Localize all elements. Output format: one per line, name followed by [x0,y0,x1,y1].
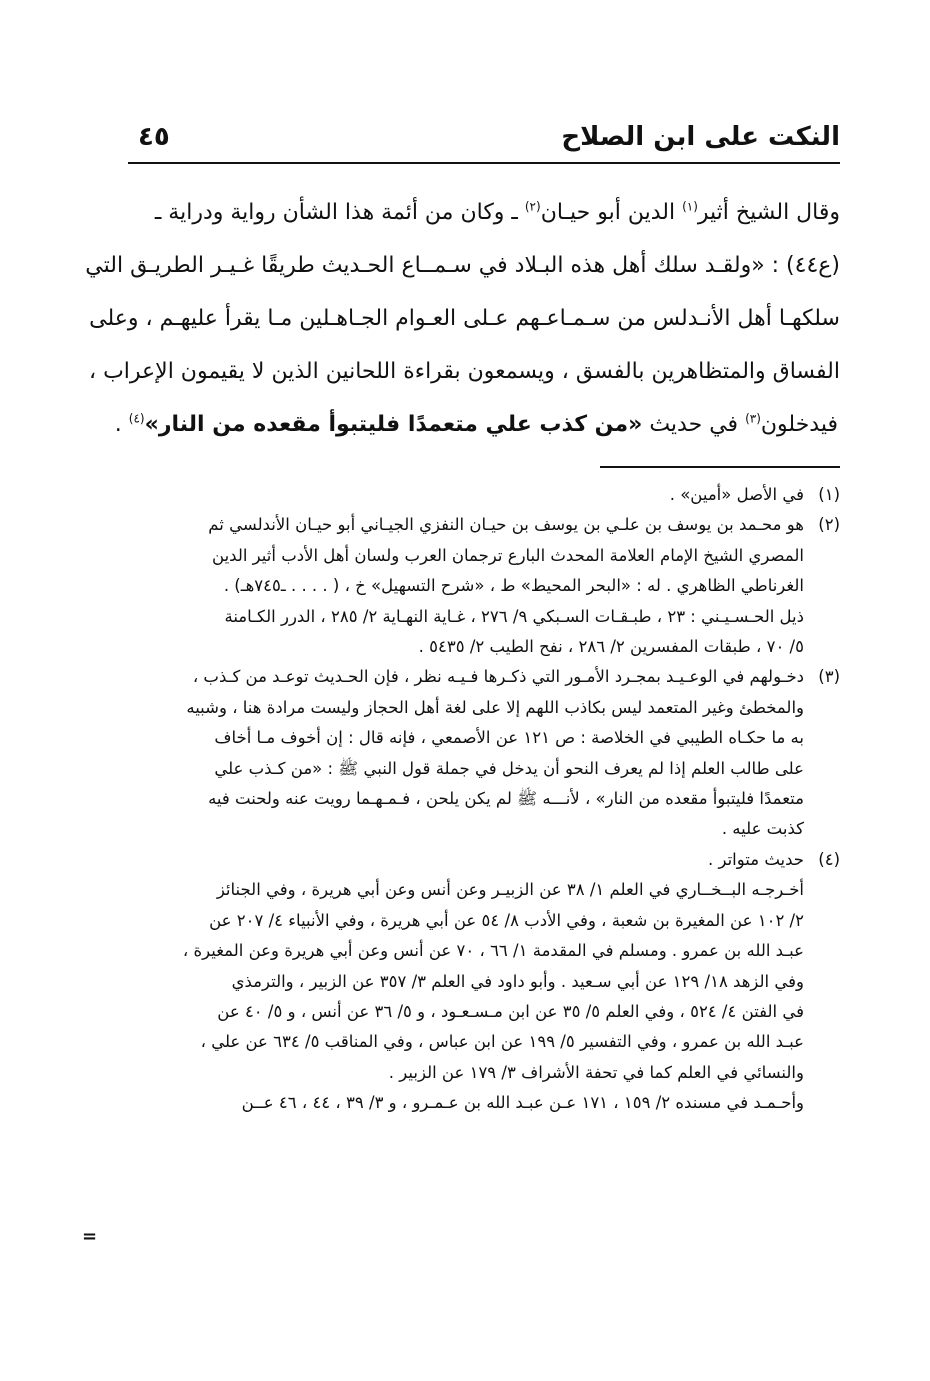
footnote-line: ذيل الحـسـيـني : ٢٣ ، طبـقـات السـبكي ٩/ ٢٧٦ ، غـاية النهـاية ٢/ ٢٨٥ ، الدرر الكـامنة [224,606,804,626]
footnote-number: (٣) [818,667,840,687]
footnote-1: (١)في الأصل «أمين» . [128,480,840,510]
footnote-line: المصري الشيخ الإمام العلامة المحدث البارع ترجمان العرب ولسان أهل الأدب أثير الدين [212,545,804,565]
footnote-2: (٢)هو محـمد بن يوسف بن علـي بن يوسف بن حيـان النفزي الجيـاني أبو حيـان الأندلسي ثم [128,510,840,540]
footnote-line: وأحـمـد في مسنده ٢/ ١٥٩ ، ١٧١ عـن عبـد الله بن عـمـرو ، و ٣/ ٣٩ ، ٤٤ ، ٤٦ عــن [241,1093,804,1113]
header-divider [128,162,840,164]
footnote-line: عبـد الله بن عمرو . ومسلم في المقدمة ١/ ٦٦ ، ٧٠ عن أنس وعن أبي هريرة وعن المغيرة ، [182,941,804,961]
running-title: النكت على ابن الصلاح [561,122,840,152]
page-number: ٤٥ [138,122,170,152]
main-text [85,186,840,451]
footnote-3: (٣)دخـولهم في الوعـيـد بمجـرد الأمـور التي ذكـرها فـيـه نظر ، فإن الحـديث توعـد من كـذب ، [128,662,840,692]
footnote-line: الغرناطي الظاهري . له : «البحر المحيط» ط ، «شرح التسهيل» خ ، ( . . . . ـ٧٤٥هـ) . [223,576,804,596]
main-line: (ع٤٤) : «ولقـد سلك أهل هذه البـلاد في سـمــاع الحـديث طريقًا غـيـر الطريـق التي [85,253,840,278]
footnote-line: والنسائي في العلم كما في تحفة الأشراف ٣/ ١٧٩ عن الزبير . [388,1062,804,1082]
footnote-number: (٢) [818,515,840,535]
main-line: الفساق والمتظاهرين بالفسق ، ويسمعون بقراءة اللحانين الذين لا يقيمون الإعراب ، [88,359,840,384]
footnote-divider [600,466,840,468]
footnote-line: والمخطئ وغير المتعمد ليس بكاذب اللهم إلا على لغة أهل الحجاز وليست مرادة هنا ، وشبيه [186,697,804,717]
footnote-line: كذبت عليه . [721,819,804,839]
footnotes [128,480,840,1119]
footnote-ref: (٤) [128,411,145,426]
main-line: فيدخلون$^{(٣)}$ في حديث «من كذب علي متعمدًا فليتبوأ مقعده من النار»$^{(٤)}$ . [114,411,838,437]
footnote-ref: (١) [682,199,698,214]
hadith-quote: «من كذب علي متعمدًا فليتبوأ مقعده من النار» [144,412,643,437]
footnote-line: ٢/ ١٠٢ عن المغيرة بن شعبة ، وفي الأدب ٨/ ٥٤ عن أبي هريرة ، وفي الأنبياء ٤/ ٢٠٧ عن [209,910,804,930]
footnote-4: (٤)حديث متواتر . [128,845,840,875]
footnote-line: في الفتن ٤/ ٥٢٤ ، وفي العلم ٥/ ٣٥ عن ابن مـسـعـود ، و ٥/ ٣٦ عن أنس ، و ٥/ ٤٠ عن [217,1001,804,1021]
footnote-number: (١) [818,485,840,504]
footnote-line: وفي الزهد ١٨/ ١٢٩ عن أبي سـعيد . وأبو داود في العلم ٣/ ٣٥٧ عن الزبير ، والترمذي [231,971,804,991]
footnote-number: (٤) [818,849,840,869]
footnote-line: أخـرجـه البــخــاري في العلم ١/ ٣٨ عن الزبيـر وعن أنس وعن أبي هريرة ، وفي الجنائز [216,880,804,900]
footnote-ref: (٣) [745,411,761,426]
page-header [128,118,840,162]
continuation-mark: = [82,1226,98,1247]
main-line: وقال الشيخ أثير$^{(١)}$ الدين أبو حيـان$^{(٢)}$ ـ وكان من أئمة هذا الشأن رواية ودراية ـ [154,199,840,225]
footnote-line: متعمدًا فليتبوأ مقعده من النار» ، لأنـــه ﷺ لم يكن يلحن ، فـمـهـما رويت عنه ولحنت فيه [208,789,804,809]
footnote-ref: (٢) [524,199,541,214]
footnote-line: عبـد الله بن عمرو ، وفي التفسير ٥/ ١٩٩ عن ابن عباس ، وفي المناقب ٥/ ٦٣٤ عن علي ، [200,1032,804,1052]
footnote-line: به ما حكـاه الطيبي في الخلاصة : ص ١٢١ عن الأصمعي ، فإنه قال : إن أخوف مـا أخاف [214,728,804,748]
main-line: سلكهـا أهل الأنـدلس من سـمـاعـهم عـلى العـوام الجـاهـلين مـا يقرأ عليهـم ، وعلى [89,306,840,331]
footnote-line: على طالب العلم إذا لم يعرف النحو أن يدخل في جملة قول النبي ﷺ : «من كـذب علي [214,758,804,778]
footnote-line: ٥/ ٧٠ ، طبقات المفسرين ٢/ ٢٨٦ ، نفح الطيب ٢/ ٥٤٣٥ . [418,637,804,657]
